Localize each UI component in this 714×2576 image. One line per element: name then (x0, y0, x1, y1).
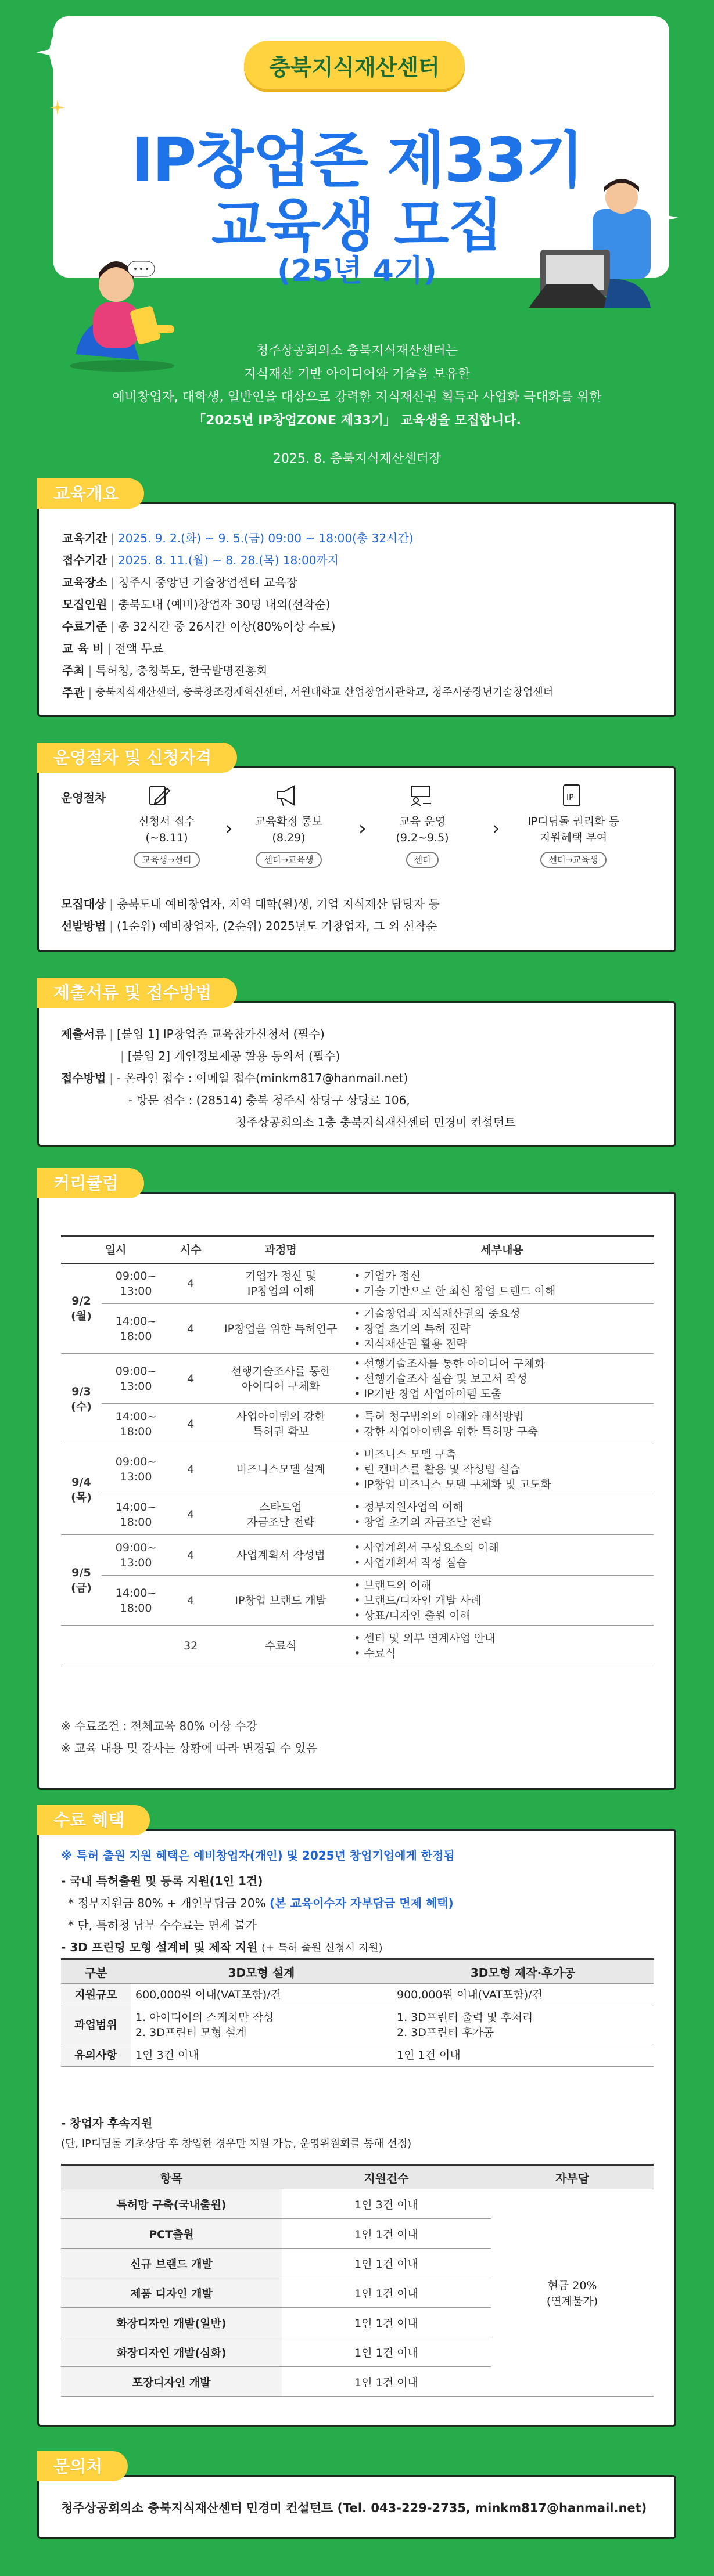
title-line-2: 교육생 모집 (211, 193, 503, 259)
detail-cell: • 기업가 정신 • 기술 기반으로 한 최신 창업 트렌드 이해 (350, 1263, 654, 1304)
procedure-box (37, 766, 676, 952)
curriculum-table (61, 1235, 654, 1666)
empty-cell (61, 1626, 170, 1666)
day-cell: 9/4 (목) (61, 1444, 102, 1535)
dateline: 2025. 8. 충북지식재산센터장 (272, 452, 442, 466)
table-row (61, 1404, 654, 1444)
overview-rows (39, 504, 674, 704)
col-header: 시수 (170, 1237, 211, 1263)
intro-line: 「2025년 IP창업ZONE 제33기」 교육생을 모집합니다. (193, 413, 521, 428)
time-cell: 14:00~ 18:00 (102, 1404, 170, 1444)
note: ※ 교육 내용 및 강사는 상황에 따라 변경될 수 있음 (61, 1741, 318, 1755)
detail-cell: • 기술창업과 지식재산권의 중요성 • 창업 초기의 특허 전략 • 지식재산권 활용 전략 (350, 1304, 654, 1354)
hours-cell: 4 (170, 1263, 211, 1304)
documents-content (61, 1023, 516, 1133)
procedure-row: 선발방법 | (1순위) 예비창업자, (2순위) 2025년도 기창업자, 그 외 선착순 (61, 919, 437, 933)
design-cell: 600,000원 이내(VAT포함)/건 (131, 1984, 392, 2006)
chevron-right-icon: › (358, 817, 367, 840)
step-tag: 교육생→센터 (134, 852, 199, 868)
section-label-benefits: 수료 혜택 (37, 1805, 150, 1835)
ip-document-icon (559, 783, 584, 808)
table-row (61, 1535, 654, 1576)
col-header: 자부담 (491, 2165, 654, 2189)
printing-table (61, 1958, 654, 2067)
chevron-right-icon: › (492, 817, 500, 840)
intro-line: 청주상공회의소 충북지식재산센터는 (256, 344, 458, 358)
table-row (61, 1984, 654, 2006)
step-tag: 센터 (406, 852, 439, 868)
followup-table (61, 2164, 654, 2397)
design-cell: 1인 3건 이내 (131, 2044, 392, 2067)
course-cell: 수료식 (211, 1626, 350, 1666)
count-cell: 1인 3건 이내 (282, 2189, 491, 2219)
documents-box (37, 1001, 676, 1147)
note: ※ 수료조건 : 전체교육 80% 이상 수강 (61, 1719, 257, 1733)
step-tag: 센터→교육생 (540, 852, 606, 868)
time-cell: 09:00~ 13:00 (102, 1263, 170, 1304)
time-cell: 09:00~ 13:00 (102, 1354, 170, 1404)
detail-cell: • 비즈니스 모델 구축 • 린 캔버스를 활용 및 작성법 실습 • IP창업 비즈니스 모델 구체화 및 고도화 (350, 1444, 654, 1494)
total-row (61, 1626, 654, 1666)
col-header: 3D모형 제작·후가공 (392, 1959, 654, 1984)
course-cell: 사업계획서 작성법 (211, 1535, 350, 1576)
contact-text: 청주상공회의소 충북지식재산센터 민경미 컨설턴트 (Tel. 043-229-2735, minkm817@hanmail.net) (61, 2501, 647, 2515)
table-row (61, 1354, 654, 1404)
overview-row: 주최 | 특허청, 충청북도, 한국발명진흥회 (62, 664, 268, 678)
count-cell: 1인 1건 이내 (282, 2337, 491, 2367)
course-cell: IP창업 브랜드 개발 (211, 1576, 350, 1626)
printing-title: - 3D 프린팅 모형 설계비 및 제작 지원 (+ 특허 출원 신청시 지원) (61, 1940, 383, 1954)
production-cell: 1. 3D프린터 출력 및 후처리 2. 3D프린터 후가공 (392, 2006, 654, 2044)
chevron-right-icon: › (225, 817, 233, 840)
col-header: 지원건수 (282, 2165, 491, 2189)
overview-row: 접수기간 | 2025. 8. 11.(월) ~ 8. 28.(목) 18:00까지 (62, 553, 339, 567)
contact-box (37, 2475, 676, 2539)
intro-line: 예비창업자, 대학생, 일반인을 대상으로 강력한 지식재산권 획득과 사업화 극대화를 위한 (112, 390, 602, 405)
overview-row: 교육장소 | 청주시 중앙년 기술창업센터 교육장 (62, 575, 297, 589)
table-row (61, 1304, 654, 1354)
table-row (61, 1494, 654, 1535)
item-cell: 화장디자인 개발(심화) (61, 2337, 282, 2367)
megaphone-icon (274, 783, 300, 808)
course-cell: 스타트업 자금조달 전략 (211, 1494, 350, 1535)
hours-cell: 4 (170, 1404, 211, 1444)
doc-row: 제출서류 | [붙임 1] IP창업존 교육참가신청서 (필수) (61, 1027, 325, 1041)
process-key: 운영절차 (61, 791, 106, 805)
benefits-content (61, 1844, 654, 1959)
count-cell: 1인 1건 이내 (282, 2367, 491, 2397)
domestic-line: * 단, 특허청 납부 수수료는 면제 불가 (68, 1918, 257, 1932)
title-line-3: (25년 4기) (277, 254, 437, 289)
intro-text (0, 340, 714, 433)
count-cell: 1인 1건 이내 (282, 2308, 491, 2337)
course-cell: 사업아이템의 강한 특허권 확보 (211, 1404, 350, 1444)
detail-cell: • 센터 및 외부 연계사업 안내 • 수료식 (350, 1626, 654, 1666)
hours-cell: 4 (170, 1576, 211, 1626)
item-cell: 특허망 구축(국내출원) (61, 2189, 282, 2219)
section-label-overview: 교육개요 (37, 478, 144, 509)
procedure-rows (61, 893, 440, 937)
classroom-icon (408, 783, 433, 808)
row-key: 지원규모 (61, 1984, 131, 2006)
item-cell: 제품 디자인 개발 (61, 2278, 282, 2308)
table-row (61, 2044, 654, 2067)
overview-box (37, 502, 676, 717)
detail-cell: • 정부지원사업의 이해 • 창업 초기의 자금조달 전략 (350, 1494, 654, 1535)
overview-row: 교 육 비 | 전액 무료 (62, 642, 164, 655)
step-4: IP디딤돌 권리화 등 지원혜택 부여 센터→교육생 (515, 813, 632, 868)
count-cell: 1인 1건 이내 (282, 2278, 491, 2308)
course-cell: IP창업을 위한 특허연구 (211, 1304, 350, 1354)
sparkle-icon (49, 99, 66, 116)
row-key: 과업범위 (61, 2006, 131, 2044)
item-cell: PCT출원 (61, 2219, 282, 2249)
col-header: 과정명 (211, 1237, 350, 1263)
time-cell: 14:00~ 18:00 (102, 1576, 170, 1626)
course-cell: 기업가 정신 및 IP창업의 이해 (211, 1263, 350, 1304)
detail-cell: • 브랜드의 이해 • 브랜드/디자인 개발 사례 • 상표/디자인 출원 이해 (350, 1576, 654, 1626)
item-cell: 포장디자인 개발 (61, 2367, 282, 2397)
step-1: 신청서 접수 (~8.11) 교육생→센터 (114, 813, 219, 868)
section-label-procedure: 운영절차 및 신청자격 (37, 743, 237, 773)
count-cell: 1인 1건 이내 (282, 2249, 491, 2278)
svg-text:IP: IP (566, 793, 574, 802)
table-row (61, 1263, 654, 1304)
day-cell: 9/2 (월) (61, 1263, 102, 1354)
time-cell: 09:00~ 13:00 (102, 1444, 170, 1494)
benefits-box (37, 1829, 676, 2427)
overview-row: 주관 | 충북지식재산센터, 충북창조경제혁신센터, 서원대학교 산업창업사관학교, 청주시중장년기술창업센터 (62, 686, 554, 700)
overview-row: 모집인원 | 충북도내 (예비)창업자 30명 내외(선착순) (62, 597, 331, 611)
followup-heading: - 창업자 후속지원 (단, IP디딤돌 기초상담 후 창업한 경우만 지원 가능, 운영위원회를 통해 선정) (61, 2116, 412, 2150)
production-cell: 900,000원 이내(VAT포함)/건 (392, 1984, 654, 2006)
item-cell: 화장디자인 개발(일반) (61, 2308, 282, 2337)
sparkle-icon (35, 35, 70, 70)
overview-row: 수료기준 | 총 32시간 중 26시간 이상(80%이상 수료) (62, 619, 336, 633)
section-label-curriculum: 커리큘럼 (37, 1168, 144, 1198)
method-row: 접수방법 | - 온라인 접수 : 이메일 접수(minkm817@hanmail.net) (61, 1071, 408, 1085)
row-key: 유의사항 (61, 2044, 131, 2067)
hours-cell: 4 (170, 1535, 211, 1576)
section-label-documents: 제출서류 및 접수방법 (37, 978, 237, 1008)
hours-cell: 32 (170, 1626, 211, 1666)
time-cell: 14:00~ 18:00 (102, 1304, 170, 1354)
detail-cell: • 특허 청구범위의 이해와 해석방법 • 강한 사업아이템을 위한 특허망 구축 (350, 1404, 654, 1444)
detail-cell: • 사업계획서 구성요소의 이해 • 사업계획서 작성 실습 (350, 1535, 654, 1576)
time-cell: 14:00~ 18:00 (102, 1494, 170, 1535)
day-cell: 9/5 (금) (61, 1535, 102, 1626)
hours-cell: 4 (170, 1354, 211, 1404)
overview-row: 교육기간 | 2025. 9. 2.(화) ~ 9. 5.(금) 09:00 ~ 18:00(총 32시간) (62, 531, 414, 545)
doc-row: | [붙임 2] 개인정보제공 활용 동의서 (필수) (120, 1049, 340, 1063)
step-2: 교육확정 통보 (8.29) 센터→교육생 (236, 813, 341, 868)
benefits-headline: ※ 특허 출원 지원 혜택은 예비창업자(개인) 및 2025년 창업기업에게 한정됨 (61, 1849, 455, 1862)
section-label-contact: 문의처 (37, 2451, 128, 2481)
col-header: 3D모형 설계 (131, 1959, 392, 1984)
curriculum-notes (61, 1715, 317, 1759)
laptop-illustration (523, 174, 662, 314)
col-header: 일시 (61, 1237, 170, 1263)
count-cell: 1인 1건 이내 (282, 2219, 491, 2249)
hours-cell: 4 (170, 1444, 211, 1494)
procedure-row: 모집대상 | 충북도내 예비창업자, 지역 대학(원)생, 기업 지식재산 담당자 등 (61, 897, 440, 911)
table-row (61, 1576, 654, 1626)
course-cell: 선행기술조사를 통한 아이디어 구체화 (211, 1354, 350, 1404)
time-cell: 09:00~ 13:00 (102, 1535, 170, 1576)
method-row: - 방문 접수 : (28514) 충북 청주시 상당구 상당로 106, (128, 1093, 410, 1107)
cost-cell: 현금 20% (연계불가) (491, 2189, 654, 2397)
col-header: 항목 (61, 2165, 282, 2189)
course-cell: 비즈니스모델 설계 (211, 1444, 350, 1494)
curriculum-box (37, 1192, 676, 1790)
col-header: 세부내용 (350, 1237, 654, 1263)
detail-cell: • 선행기술조사를 통한 아이디어 구체화 • 선행기술조사 실습 및 보고서 작성 • IP기반 창업 사업아이템 도출 (350, 1354, 654, 1404)
production-cell: 1인 1건 이내 (392, 2044, 654, 2067)
title-line-1: IP창업존 제33기 (131, 125, 583, 196)
table-row (61, 1444, 654, 1494)
domestic-line: * 정부지원금 80% + 개인부담금 20% (본 교육이수자 자부담금 면제 혜택) (68, 1896, 454, 1910)
intro-line: 지식재산 기반 아이디어와 기술을 보유한 (243, 367, 471, 381)
table-row (61, 2189, 654, 2219)
day-cell: 9/3 (수) (61, 1354, 102, 1444)
design-cell: 1. 아이디어의 스케치만 작성 2. 3D프린터 모형 설계 (131, 2006, 392, 2044)
step-tag: 센터→교육생 (256, 852, 321, 868)
step-3: 교육 운영 (9.2~9.5) 센터 (370, 813, 475, 868)
domestic-title: - 국내 특허출원 및 등록 지원(1인 1건) (61, 1874, 263, 1888)
hours-cell: 4 (170, 1494, 211, 1535)
method-row: 청주상공회의소 1층 충북지식재산센터 민경미 컨설턴트 (235, 1115, 516, 1129)
item-cell: 신규 브랜드 개발 (61, 2249, 282, 2278)
table-row (61, 2006, 654, 2044)
col-header: 구분 (61, 1959, 131, 1984)
org-pill: 충북지식재산센터 (244, 41, 465, 89)
hours-cell: 4 (170, 1304, 211, 1354)
pencil-doc-icon (146, 783, 172, 808)
